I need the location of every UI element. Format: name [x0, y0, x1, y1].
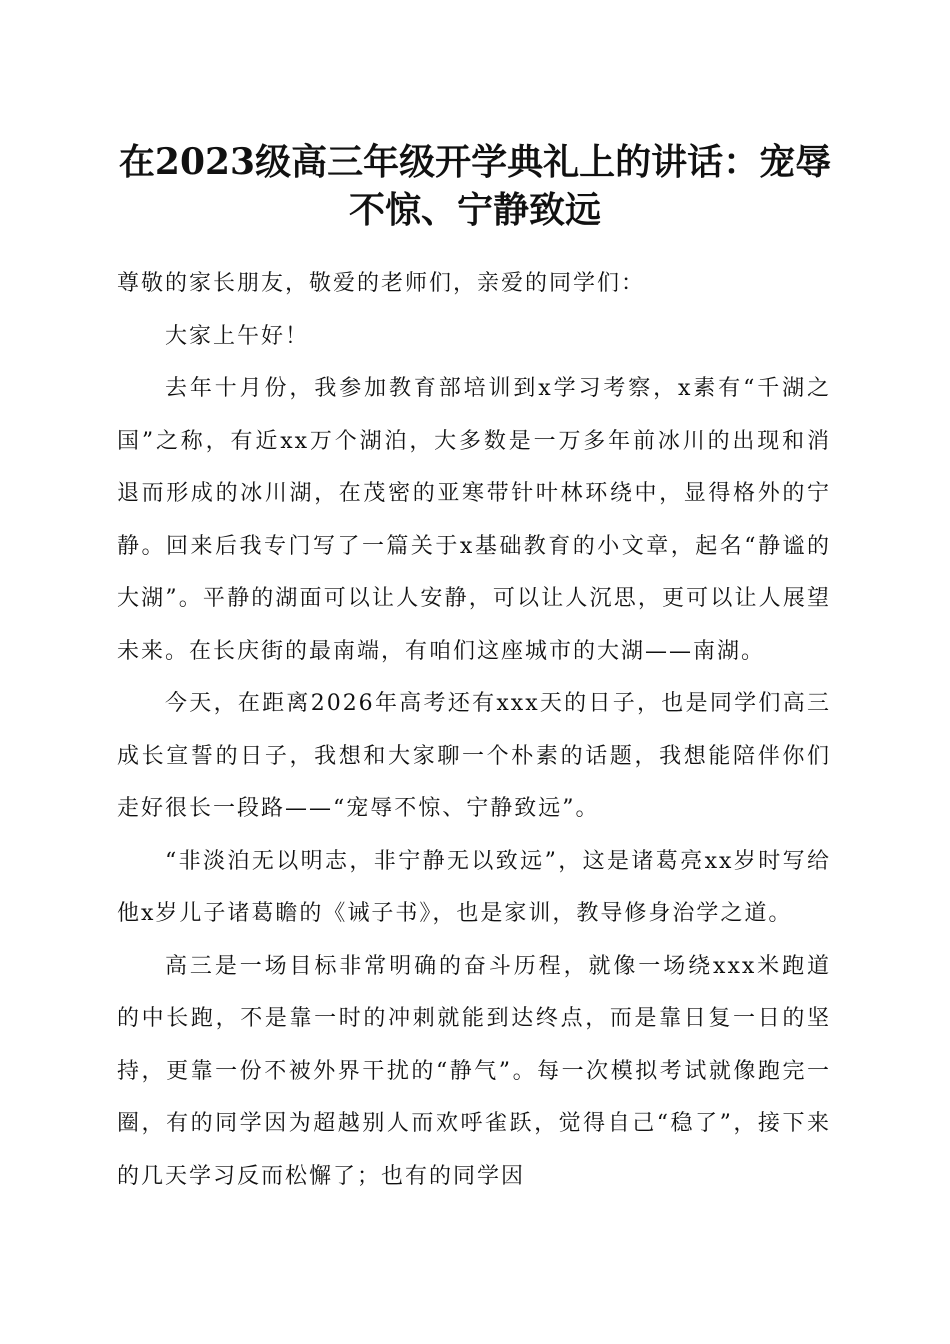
title-line-2: 不惊、宁静致远: [348, 189, 601, 231]
document-body: [117, 258, 831, 1203]
body-paragraph: 高三是一场目标非常明确的奋斗历程，就像一场绕xxx米跑道的中长跑，不是靠一时的冲刺就能到达终点，而是靠日复一日的坚持，更靠一份不被外界干扰的“静气”。每一次模拟考试就像跑完一圈，有的同学因为超越别人而欢呼雀跃，觉得自己“稳了”，接下来的几天学习反而松懈了；也有的同学因: [117, 953, 831, 1189]
document-title: [110, 138, 840, 234]
body-paragraph: 去年十月份，我参加教育部培训到x学习考察，x素有“千湖之国”之称，有近xx万个湖泊，大多数是一万多年前冰川的出现和消退而形成的冰川湖，在茂密的亚寒带针叶林环绕中，显得格外的宁静。回来后我专门写了一篇关于x基础教育的小文章，起名“静谧的大湖”。平静的湖面可以让人安静，可以让人沉思，更可以让人展望未来。在长庆街的最南端，有咱们这座城市的大湖——南湖。: [117, 376, 831, 664]
salutation-paragraph: 尊敬的家长朋友，敬爱的老师们，亲爱的同学们：: [117, 271, 646, 296]
body-paragraph: “非淡泊无以明志，非宁静无以致远”，这是诸葛亮xx岁时写给他x岁儿子诸葛瞻的《诫子书》，也是家训，教导修身治学之道。: [117, 848, 831, 926]
title-line-1: 在2023级高三年级开学典礼上的讲话：宠辱: [118, 141, 832, 183]
greeting-paragraph: 大家上午好！: [165, 323, 310, 349]
body-paragraph: 今天，在距离2026年高考还有xxx天的日子，也是同学们高三成长宣誓的日子，我想和大家聊一个朴素的话题，我想能陪伴你们走好很长一段路——“宠辱不惊、宁静致远”。: [117, 691, 831, 821]
